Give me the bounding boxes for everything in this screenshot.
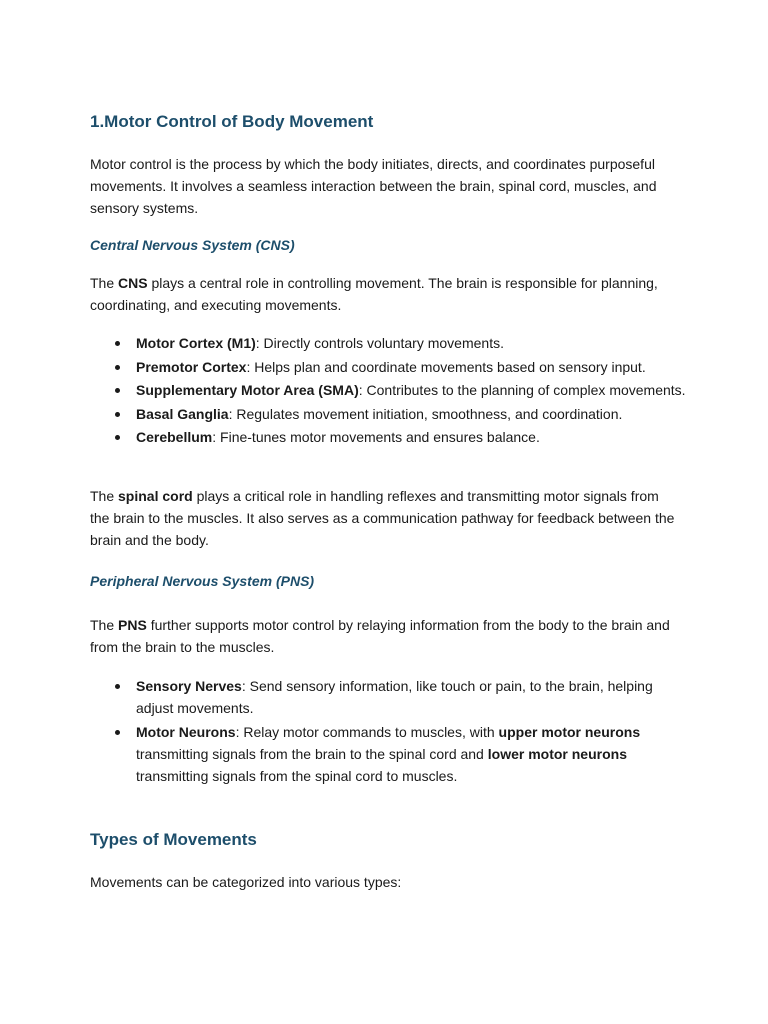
list-item: Premotor Cortex: Helps plan and coordinate movements based on sensory input. — [90, 356, 690, 378]
types-intro: Movements can be categorized into various types: — [90, 874, 402, 890]
cns-bold-term: CNS — [118, 275, 148, 291]
pns-heading: Peripheral Nervous System (PNS) — [90, 573, 315, 589]
pns-list — [90, 675, 690, 788]
bullet-icon — [115, 730, 120, 735]
bullet-icon — [115, 365, 120, 370]
section-title: 1.Motor Control of Body Movement — [90, 112, 374, 131]
list-item: Basal Ganglia: Regulates movement initiation, smoothness, and coordination. — [90, 403, 690, 425]
bullet-icon — [115, 341, 120, 346]
cns-list — [90, 332, 690, 450]
list-item: Motor Neurons: Relay motor commands to muscles, with upper motor neurons transmitting signals from the brain to the spinal cord and lower motor neurons transmitting signals from the spinal cord to muscles. — [90, 721, 690, 787]
list-item: Sensory Nerves: Send sensory information, like touch or pain, to the brain, helping adjust movements. — [90, 675, 690, 719]
bullet-icon — [115, 412, 120, 417]
list-item: Motor Cortex (M1): Directly controls voluntary movements. — [90, 332, 690, 354]
pns-paragraph: The PNS further supports motor control by relaying information from the body to the brain and from the brain to the muscles. — [90, 617, 670, 655]
spinal-cord-bold: spinal cord — [118, 488, 193, 504]
pns-bold-term: PNS — [118, 617, 147, 633]
intro-paragraph: Motor control is the process by which the body initiates, directs, and coordinates purposeful movements. It involves a seamless interaction between the brain, spinal cord, muscles, and sensory systems. — [90, 156, 657, 216]
spinal-cord-paragraph: The spinal cord plays a critical role in handling reflexes and transmitting motor signals from the brain to the muscles. It also serves as a communication pathway for feedback between the brain and the body. — [90, 488, 675, 548]
cns-paragraph: The CNS plays a central role in controlling movement. The brain is responsible for planning, coordinating, and executing movements. — [90, 275, 658, 313]
types-heading: Types of Movements — [90, 830, 257, 849]
bullet-icon — [115, 684, 120, 689]
bullet-icon — [115, 388, 120, 393]
list-item: Supplementary Motor Area (SMA): Contributes to the planning of complex movements. — [90, 379, 690, 401]
cns-heading: Central Nervous System (CNS) — [90, 237, 295, 253]
bullet-icon — [115, 435, 120, 440]
list-item: Cerebellum: Fine-tunes motor movements and ensures balance. — [90, 426, 690, 448]
